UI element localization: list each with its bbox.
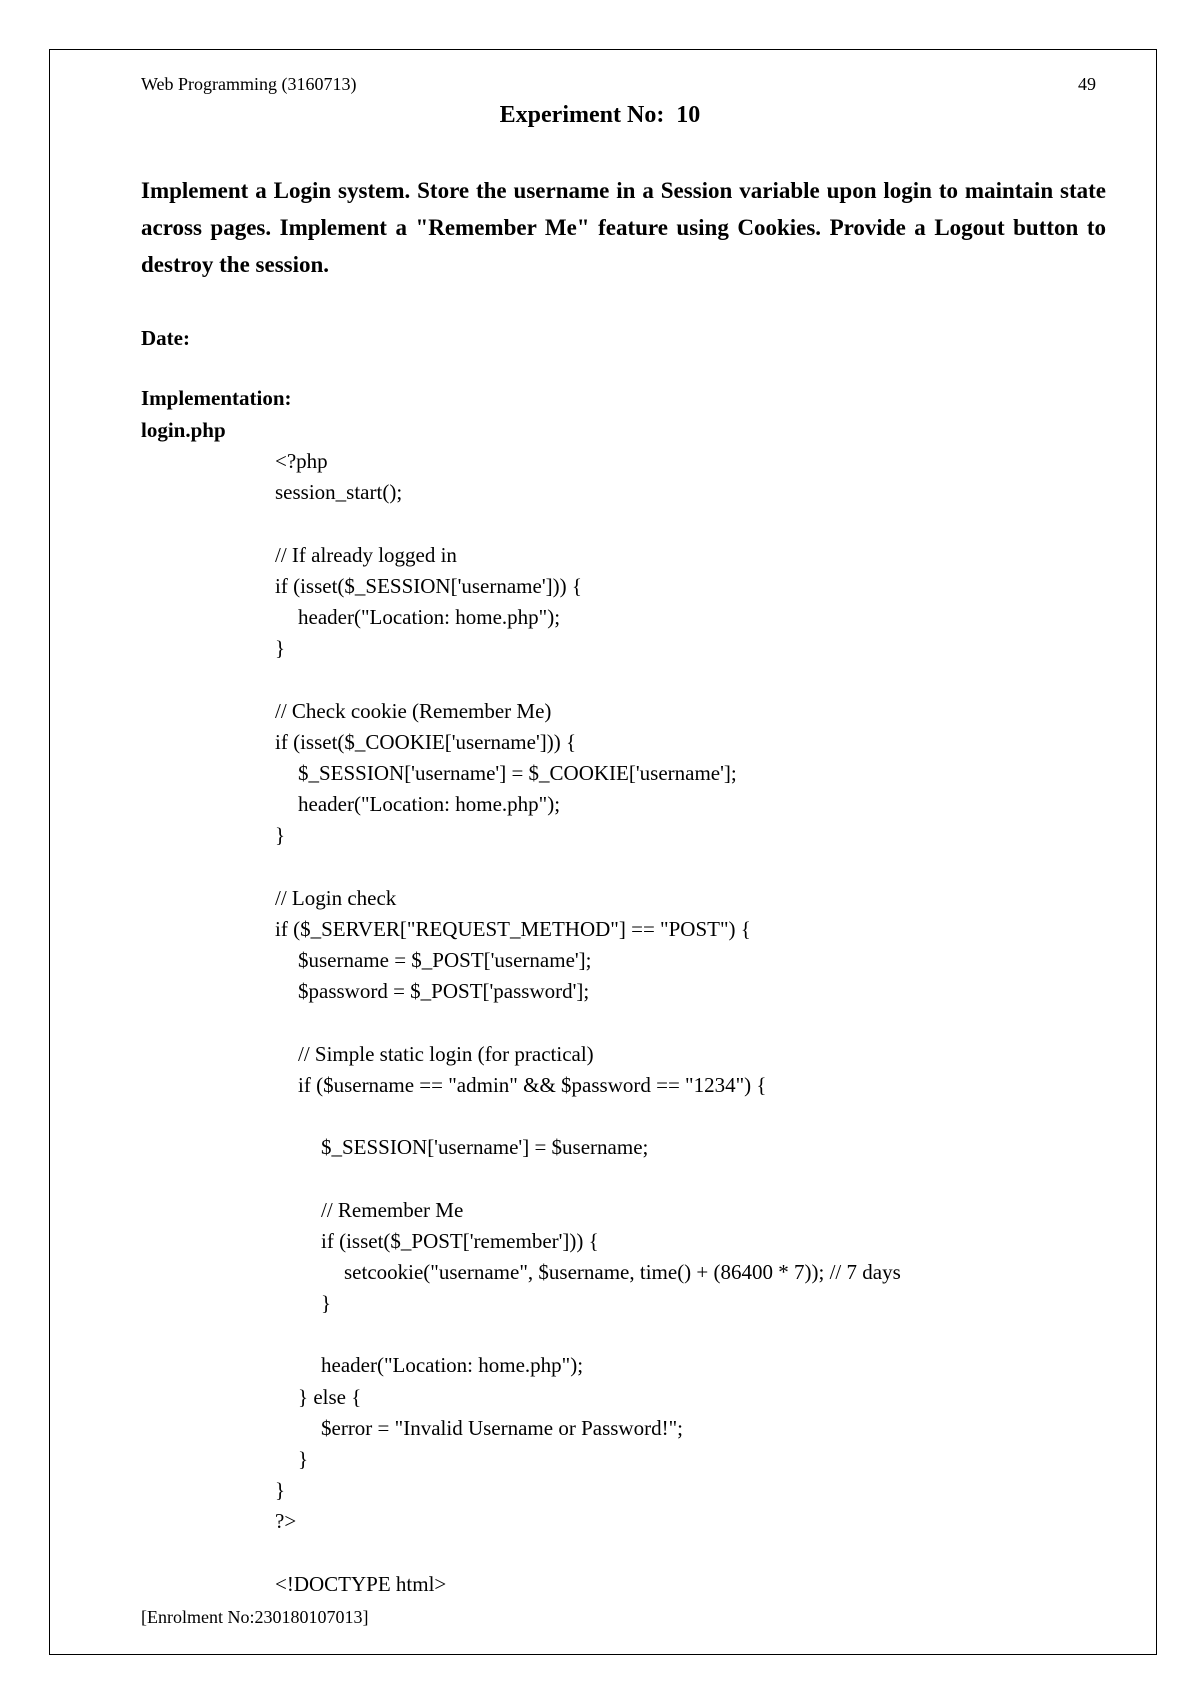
code-line: $password = $_POST['password']; [298,979,590,1004]
code-line [275,1007,901,1038]
code-line: <?php [275,449,328,473]
code-line: $username = $_POST['username']; [298,948,592,972]
code-line: if (isset($_SESSION['username'])) { [275,573,582,598]
code-line [275,1101,901,1132]
code-line [275,851,901,882]
code-line: header("Location: home.php"); [321,1353,584,1378]
file-name: login.php [141,418,226,442]
aim-statement: Implement a Login system. Store the username in a Session variable upon login to maintain state across pages. Implement a "Remember Me" feature using Cookies. Provide a Logout button to destroy the session. [141,178,1106,277]
code-line: } else { [298,1384,362,1409]
code-line: header("Location: home.php"); [298,792,561,817]
code-line [275,508,901,539]
code-line [275,1163,901,1194]
code-line: // If already logged in [275,542,457,567]
code-line [275,664,901,695]
code-line: } [275,636,286,661]
code-line: if ($username == "admin" && $password == "1234") { [298,1072,767,1097]
page-number: 49 [1078,74,1096,94]
code-line: // Login check [275,885,397,910]
code-line: setcookie("username", $username, time() + (86400 * 7)); // 7 days [344,1259,901,1284]
code-line: } [321,1291,332,1316]
date-label: Date: [141,326,190,350]
code-line: $error = "Invalid Username or Password!"; [321,1415,683,1440]
header-course: Web Programming (3160713) [141,74,357,94]
code-line: } [298,1447,309,1471]
code-line: session_start(); [275,480,403,505]
implementation-label: Implementation: [141,386,292,410]
footer-enrolment: [Enrolment No:230180107013] [141,1607,369,1627]
code-block [275,446,901,1600]
code-line: ?> [275,1509,297,1534]
code-line: if (isset($_COOKIE['username'])) { [275,729,577,754]
code-line: } [275,823,286,848]
code-line: $_SESSION['username'] = $username; [321,1135,649,1160]
code-line: // Simple static login (for practical) [298,1041,594,1066]
code-line: <!DOCTYPE html> [275,1571,447,1596]
code-line [275,1319,901,1350]
code-line: // Remember Me [321,1197,464,1222]
code-line [275,1538,901,1569]
code-line: if (isset($_POST['remember'])) { [321,1228,599,1253]
code-line: } [275,1478,286,1503]
code-line: if ($_SERVER["REQUEST_METHOD"] == "POST") { [275,916,751,941]
code-line: // Check cookie (Remember Me) [275,698,552,723]
experiment-title: Experiment No: 10 [499,102,701,128]
code-line: $_SESSION['username'] = $_COOKIE['username']; [298,760,737,785]
code-line: header("Location: home.php"); [298,604,561,629]
